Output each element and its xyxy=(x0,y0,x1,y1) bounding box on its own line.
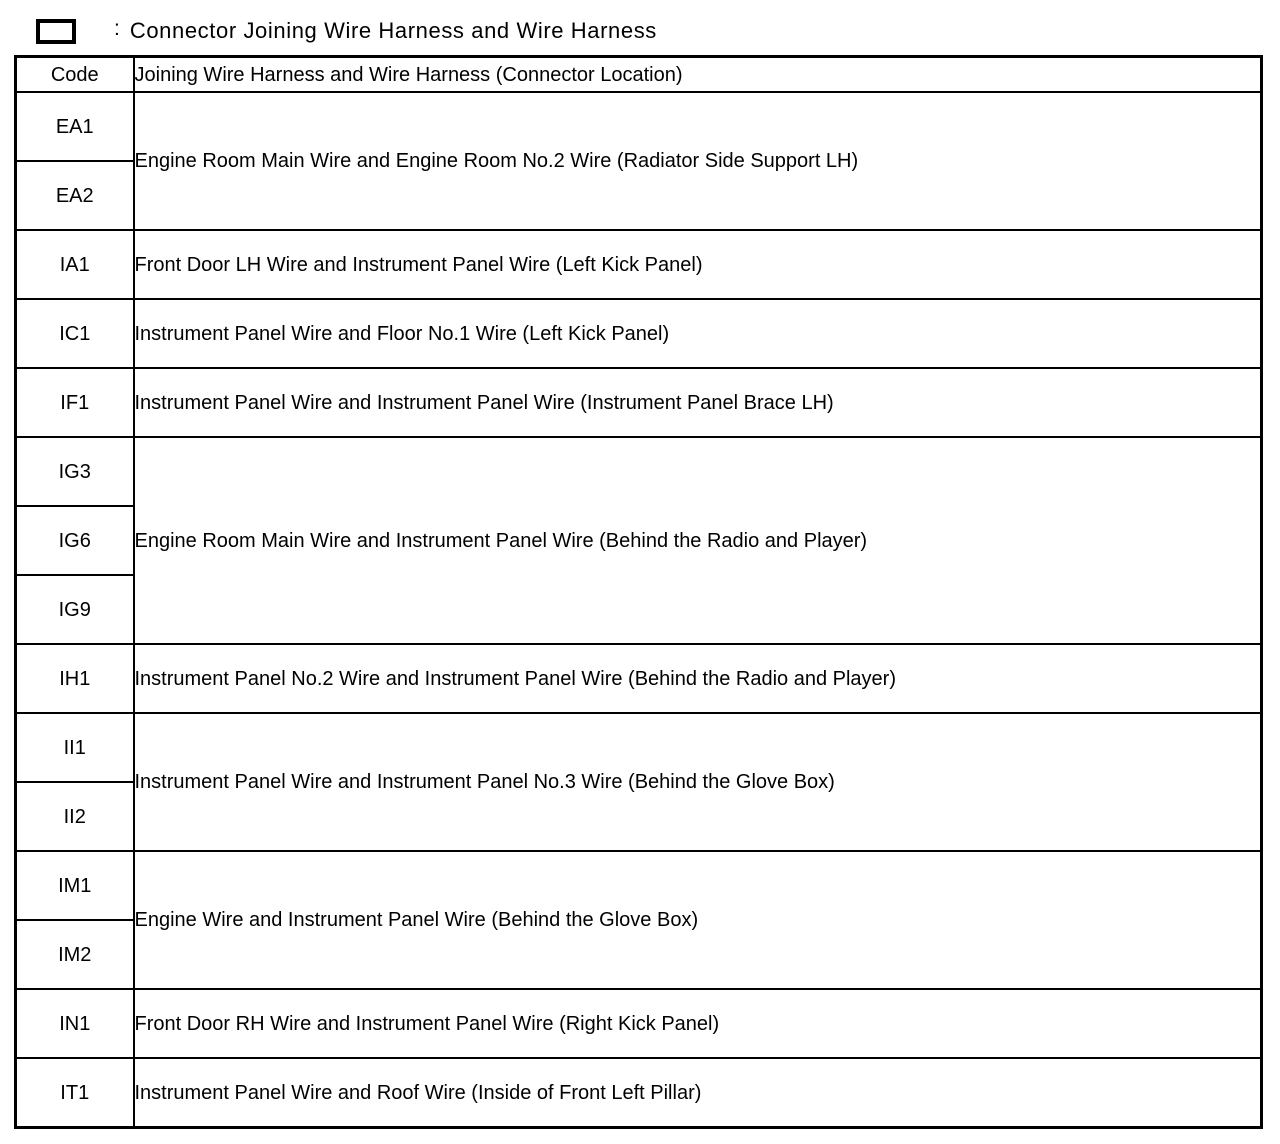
connector-code: IF1 xyxy=(16,368,134,437)
table-row xyxy=(16,644,1262,713)
connector-code: EA1 xyxy=(16,92,134,161)
table-row xyxy=(16,230,1262,299)
connector-location-description: Front Door LH Wire and Instrument Panel Wire (Left Kick Panel) xyxy=(134,230,1262,299)
connector-code: II2 xyxy=(16,782,134,851)
connector-location-description: Instrument Panel Wire and Floor No.1 Wire (Left Kick Panel) xyxy=(134,299,1262,368)
connector-code: II1 xyxy=(16,713,134,782)
connector-code: EA2 xyxy=(16,161,134,230)
connector-code: IM2 xyxy=(16,920,134,989)
legend-colon: : xyxy=(114,17,120,40)
table-body xyxy=(16,92,1262,1128)
table-row xyxy=(16,713,1262,782)
connector-location-description: Engine Room Main Wire and Engine Room No.2 Wire (Radiator Side Support LH) xyxy=(134,92,1262,230)
connector-location-description: Instrument Panel Wire and Instrument Panel No.3 Wire (Behind the Glove Box) xyxy=(134,713,1262,851)
connector-location-description: Instrument Panel Wire and Instrument Panel Wire (Instrument Panel Brace LH) xyxy=(134,368,1262,437)
connector-code: IC1 xyxy=(16,299,134,368)
table-row xyxy=(16,1058,1262,1128)
table-header-row xyxy=(16,57,1262,93)
connector-table xyxy=(14,55,1263,1129)
table-row xyxy=(16,989,1262,1058)
connector-code: IG9 xyxy=(16,575,134,644)
connector-code: IN1 xyxy=(16,989,134,1058)
description-column-header: Joining Wire Harness and Wire Harness (Connector Location) xyxy=(134,57,1262,93)
table-row xyxy=(16,299,1262,368)
connector-code: IG6 xyxy=(16,506,134,575)
connector-location-description: Instrument Panel No.2 Wire and Instrument Panel Wire (Behind the Radio and Player) xyxy=(134,644,1262,713)
connector-code: IA1 xyxy=(16,230,134,299)
connector-code: IG3 xyxy=(16,437,134,506)
connector-code: IM1 xyxy=(16,851,134,920)
table-row xyxy=(16,851,1262,920)
legend-text: Connector Joining Wire Harness and Wire Harness xyxy=(129,18,657,43)
table-row xyxy=(16,437,1262,506)
table-row xyxy=(16,368,1262,437)
rectangle-outline-icon xyxy=(36,19,76,44)
connector-location-description: Instrument Panel Wire and Roof Wire (Inside of Front Left Pillar) xyxy=(134,1058,1262,1128)
connector-location-description: Engine Wire and Instrument Panel Wire (Behind the Glove Box) xyxy=(134,851,1262,989)
connector-code: IT1 xyxy=(16,1058,134,1128)
connector-location-description: Engine Room Main Wire and Instrument Panel Wire (Behind the Radio and Player) xyxy=(134,437,1262,644)
table-row xyxy=(16,92,1262,161)
code-column-header: Code xyxy=(16,57,134,93)
legend xyxy=(36,14,657,48)
connector-location-description: Front Door RH Wire and Instrument Panel Wire (Right Kick Panel) xyxy=(134,989,1262,1058)
connector-code: IH1 xyxy=(16,644,134,713)
